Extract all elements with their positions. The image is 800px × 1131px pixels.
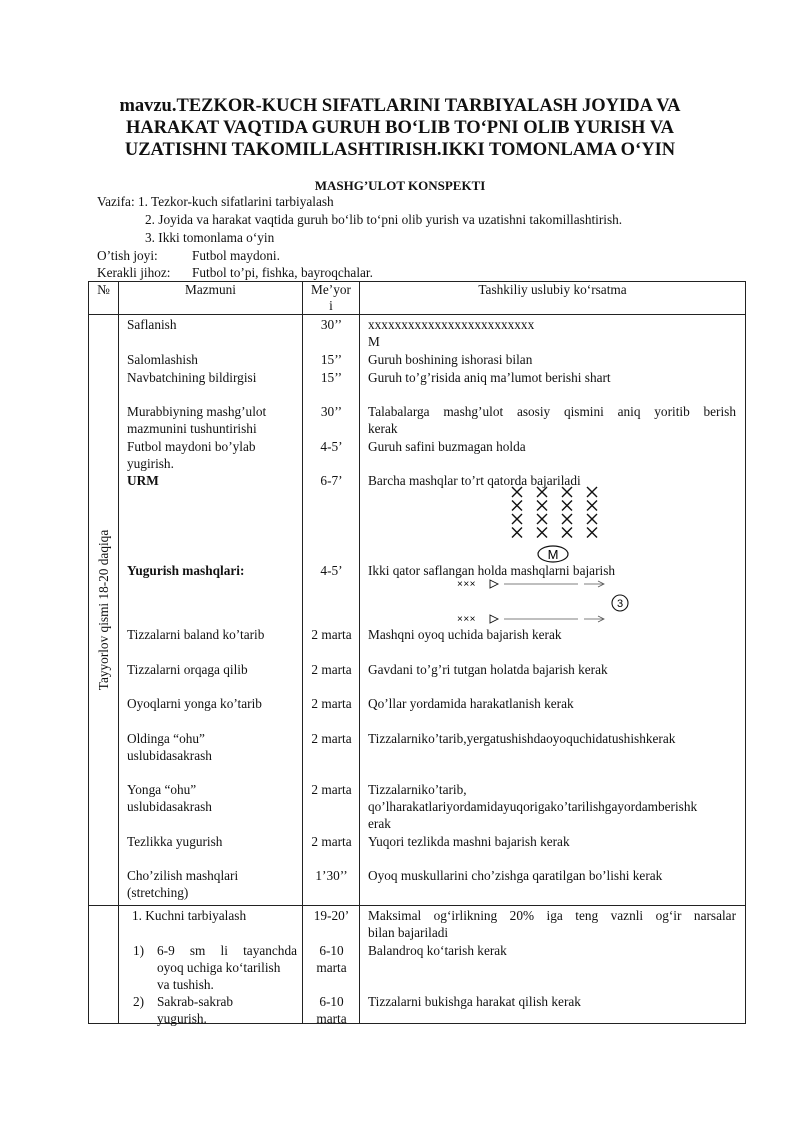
header-norm: Me’yor i: [303, 282, 360, 315]
vazifa-item-2: 2. Joyida va harakat vaqtida guruh bo‘lib to‘pni olib yurish va uzatishni takomillashtirish.: [145, 212, 623, 227]
content-murabbiy: Murabbiyning mashg’ulot: [127, 404, 267, 419]
s2-item2-line2: yugurish.: [157, 1011, 207, 1026]
s2-item2-norm: 6-10: [319, 994, 344, 1009]
norm-oldinga-ohu: 2 marta: [311, 731, 352, 746]
norm-yugurish: 4-5’: [320, 563, 343, 578]
s2-item2-note: Tizzalarni bukishga harakat qilish kerak: [368, 994, 581, 1009]
content-chozilish: Cho’zilish mashqlari: [127, 868, 239, 883]
content-yonga-ohu: Yonga “ohu”: [127, 782, 197, 797]
document-subtitle: MASHG’ULOT KONSPEKTI: [314, 178, 486, 193]
table-header-row: [89, 282, 746, 315]
note-yonga-ohu-3: erak: [368, 816, 391, 831]
norm-saflanish: 30’’: [320, 317, 343, 332]
note-yugurish: Ikki qator saflangan holda mashqlarni bajarish: [368, 563, 616, 578]
drill-row-2-arrow: [490, 615, 498, 623]
s2-norm: 19-20’: [313, 908, 350, 923]
place-label: O’tish joyi:: [97, 248, 158, 263]
note-tizza-orqaga: Gavdani to’g’ri tutgan holatda bajarish kerak: [368, 662, 608, 677]
s2-item1-line2: oyoq uchiga ko‘tarilish: [157, 960, 281, 975]
participant-cross: [512, 501, 522, 511]
content-urm: URM: [127, 473, 159, 488]
group-count-label: 3: [616, 598, 624, 610]
s2-note: Maksimal og‘irlikning 20% iga teng vaznli og‘ir narsalar: [368, 908, 736, 923]
note-murabbiy-2: kerak: [368, 421, 398, 436]
participant-cross: [587, 514, 597, 524]
norm-tizza-orqaga: 2 marta: [311, 662, 352, 677]
note-tezlik: Yuqori tezlikda mashni bajarish kerak: [368, 834, 570, 849]
header-number: №: [89, 282, 119, 315]
vazifa-line-1: [97, 194, 334, 210]
content-yonga-ohu-2: uslubidasakrash: [127, 799, 212, 814]
participant-cross: [512, 514, 522, 524]
note-yonga-ohu-2: qo’lharakatlariyordamidayuqorigako’tarilishgayordamberishk: [368, 799, 698, 814]
participant-cross: [537, 501, 547, 511]
urm-formation-diagram: [500, 485, 610, 565]
norm-murabbiy: 30’’: [320, 404, 343, 419]
note-urm: Barcha mashqlar to’rt qatorda bajariladi: [368, 473, 581, 488]
place-line: [97, 248, 158, 264]
drill-row-1-arrow: [490, 580, 498, 588]
norm-chozilish: 1’30’’: [315, 868, 348, 883]
coach-label: M: [547, 547, 559, 562]
norm-navbatchi: 15’’: [320, 370, 343, 385]
section2-heading: 1. Kuchni tarbiyalash: [132, 908, 247, 923]
norm-salomlashish: 15’’: [320, 352, 343, 367]
vazifa-item-1: 1. Tezkor-kuch sifatlarini tarbiyalash: [137, 194, 334, 209]
norm-futbol: 4-5’: [320, 439, 343, 454]
document-title: [90, 95, 710, 161]
norm-tizza-baland: 2 marta: [311, 627, 352, 642]
s2-item1-norm2: marta: [316, 960, 347, 975]
title-line-3: UZATISHNI TAKOMILLASHTIRISH.IKKI TOMONLAMA O‘YIN: [124, 140, 676, 160]
note-futbol: Guruh safini buzmagan holda: [368, 439, 526, 454]
section-preparatory-row: [89, 315, 746, 906]
content-futbol: Futbol maydoni bo’ylab: [127, 439, 256, 454]
instructions-column: [360, 315, 746, 906]
title-line-2: HARAKAT VAQTIDA GURUH BO‘LIB TO‘PNI OLIB YURISH VA: [125, 118, 675, 138]
content-oldinga-ohu: Oldinga “ohu”: [127, 731, 205, 746]
drill-row-2-marks: ×××: [457, 614, 477, 625]
section2-instructions: [360, 906, 746, 1024]
section2-norm: [303, 906, 360, 1024]
note-oldinga-ohu: Tizzalarniko’tarib,yergatushishdaoyoquchidatushishkerak: [368, 731, 676, 746]
s2-item1-num: 1): [133, 943, 145, 958]
s2-note-2: bilan bajariladi: [368, 925, 449, 940]
section2-side-cell: [89, 906, 119, 1024]
s2-item2-line1: Sakrab-sakrab: [157, 994, 234, 1009]
vazifa-label: Vazifa:: [97, 194, 135, 209]
section-main-row: [89, 906, 746, 1024]
content-tizza-baland: Tizzalarni baland ko’tarib: [127, 627, 265, 642]
content-murabbiy-2: mazmunini tushuntirishi: [127, 421, 257, 436]
section-side-label-cell: [89, 315, 119, 906]
content-yugurish: Yugurish mashqlari:: [127, 563, 245, 578]
norm-tezlik: 2 marta: [311, 834, 352, 849]
note-salomlashish: Guruh boshining ishorasi bilan: [368, 352, 533, 367]
participant-cross: [562, 528, 572, 538]
vazifa-item-3: 3. Ikki tomonlama o‘yin: [145, 230, 275, 245]
note-chozilish: Oyoq muskullarini cho’zishga qaratilgan bo’lishi kerak: [368, 868, 663, 883]
note-murabbiy: Talabalarga mashg’ulot asosiy qismini aniq yoritib berish: [368, 404, 736, 419]
content-futbol-2: yugirish.: [127, 456, 174, 471]
note-navbatchi: Guruh to’g’risida aniq ma’lumot berishi shart: [368, 370, 611, 385]
lesson-plan-table: [88, 281, 746, 1024]
participant-cross: [587, 487, 597, 497]
note-tizza-baland: Mashqni oyoq uchida bajarish kerak: [368, 627, 562, 642]
s2-item1-line3: va tushish.: [157, 977, 214, 992]
content-tezlik: Tezlikka yugurish: [127, 834, 223, 849]
content-navbatchi: Navbatchining bildirgisi: [127, 370, 257, 385]
title-line-1: mavzu.TEZKOR-KUCH SIFATLARINI TARBIYALASH JOYIDA VA: [119, 96, 681, 116]
content-tizza-orqaga: Tizzalarni orqaga qilib: [127, 662, 248, 677]
header-content: Mazmuni: [119, 282, 303, 315]
norm-urm: 6-7’: [320, 473, 343, 488]
s2-item1-line1: 6-9 sm li tayanchda: [157, 943, 297, 958]
s2-item2-num: 2): [133, 994, 145, 1009]
equipment-value: Futbol to’pi, fishka, bayroqchalar.: [192, 265, 373, 280]
equipment-label: Kerakli jihoz:: [97, 265, 171, 280]
place-value: Futbol maydoni.: [192, 248, 280, 263]
participant-cross: [512, 487, 522, 497]
participant-cross: [537, 514, 547, 524]
participant-cross: [537, 487, 547, 497]
participant-cross: [587, 501, 597, 511]
s2-item1-norm: 6-10: [319, 943, 344, 958]
norm-oyoq-yonga: 2 marta: [311, 696, 352, 711]
participant-cross: [587, 528, 597, 538]
participant-cross: [512, 528, 522, 538]
content-oyoq-yonga: Oyoqlarni yonga ko’tarib: [127, 696, 262, 711]
content-salomlashish: Salomlashish: [127, 352, 198, 367]
header-instructions: Tashkiliy uslubiy ko‘rsatma: [360, 282, 746, 315]
note-saflanish-m: M: [368, 334, 380, 349]
s2-item2-norm2: marta: [316, 1011, 347, 1026]
content-chozilish-2: (stretching): [127, 885, 189, 900]
participant-cross: [562, 501, 572, 511]
norm-column: [303, 315, 360, 906]
content-column: [119, 315, 303, 906]
running-drill-diagram: [450, 577, 650, 627]
note-yonga-ohu: Tizzalarniko’tarib,: [368, 782, 467, 797]
section2-content: [119, 906, 303, 1024]
note-saflanish: xxxxxxxxxxxxxxxxxxxxxxxxx: [368, 317, 535, 332]
participant-cross: [562, 487, 572, 497]
note-oyoq-yonga: Qo’llar yordamida harakatlanish kerak: [368, 696, 574, 711]
content-oldinga-ohu-2: uslubidasakrash: [127, 748, 212, 763]
participant-cross: [562, 514, 572, 524]
drill-row-1-marks: ×××: [457, 579, 477, 590]
s2-item1-note: Balandroq ko‘tarish kerak: [368, 943, 507, 958]
norm-yonga-ohu: 2 marta: [311, 782, 352, 797]
participant-cross: [537, 528, 547, 538]
section-side-label: Tayyorlov qismi 18-20 daqiqa: [96, 529, 111, 691]
content-saflanish: Saflanish: [127, 317, 177, 332]
